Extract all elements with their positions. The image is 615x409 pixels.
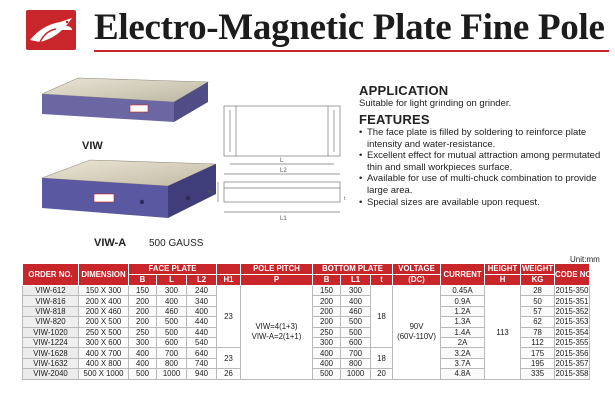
application-text: Suitable for light grinding on grinder. bbox=[359, 98, 512, 109]
cell-t: 20 bbox=[371, 369, 393, 379]
th-kg: KG bbox=[521, 275, 555, 286]
cell-dimension: 300 X 600 bbox=[79, 337, 129, 347]
cell-bottom-b: 300 bbox=[313, 337, 341, 347]
cell-current: 0.45A bbox=[441, 286, 485, 296]
feature-item: • Excellent effect for mutual attraction among permutated thin and small workpieces surface. bbox=[359, 150, 611, 173]
cell-weight: 78 bbox=[521, 327, 555, 337]
cell-l2: 240 bbox=[187, 286, 217, 296]
th-h1: H1 bbox=[217, 275, 241, 286]
cell-voltage bbox=[393, 286, 441, 380]
cell-dimension: 400 X 800 bbox=[79, 358, 129, 368]
cell-l: 800 bbox=[157, 358, 187, 368]
th-dimension: DIMENSION bbox=[79, 264, 129, 286]
cell-l2: 340 bbox=[187, 296, 217, 306]
features-heading: FEATURES bbox=[359, 112, 430, 127]
product-image-viw-a bbox=[38, 152, 218, 228]
cell-code: 2015-356 bbox=[555, 348, 589, 358]
cell-bottom-b: 150 bbox=[313, 286, 341, 296]
cell-order: VIW-1224 bbox=[23, 337, 79, 347]
table-header-row bbox=[23, 264, 590, 275]
th-h1-top bbox=[217, 264, 241, 275]
cell-weight: 175 bbox=[521, 348, 555, 358]
cell-b: 300 bbox=[129, 337, 157, 347]
cell-l: 500 bbox=[157, 327, 187, 337]
application-heading: APPLICATION bbox=[359, 83, 449, 98]
cell-weight: 62 bbox=[521, 317, 555, 327]
cell-code: 2015-352 bbox=[555, 306, 589, 316]
eagle-logo-icon bbox=[26, 10, 76, 50]
cell-order: VIW-820 bbox=[23, 317, 79, 327]
technical-drawing bbox=[206, 96, 356, 226]
cell-height: 113 bbox=[485, 286, 521, 380]
cell-bottom-b: 200 bbox=[313, 306, 341, 316]
table-row bbox=[23, 286, 590, 296]
cell-order: VIW-816 bbox=[23, 296, 79, 306]
cell-current: 3.2A bbox=[441, 348, 485, 358]
th-bottom-b: B bbox=[313, 275, 341, 286]
cell-l1: 1000 bbox=[341, 369, 371, 379]
cell-h1: 23 bbox=[217, 286, 241, 348]
cell-code: 2015-354 bbox=[555, 327, 589, 337]
cell-l1: 460 bbox=[341, 306, 371, 316]
voltage-value: 90V bbox=[409, 322, 424, 332]
cell-order: VIW-2040 bbox=[23, 369, 79, 379]
cell-l2: 640 bbox=[187, 348, 217, 358]
cell-t: 18 bbox=[371, 348, 393, 369]
cell-order: VIW-1020 bbox=[23, 327, 79, 337]
cell-code: 2015-350 bbox=[555, 286, 589, 296]
cell-bottom-b: 200 bbox=[313, 317, 341, 327]
cell-l2: 440 bbox=[187, 327, 217, 337]
th-t: t bbox=[371, 275, 393, 286]
cell-current: 1.4A bbox=[441, 327, 485, 337]
cell-order: VIW-818 bbox=[23, 306, 79, 316]
cell-l: 300 bbox=[157, 286, 187, 296]
header bbox=[6, 6, 606, 52]
dim-l: L bbox=[280, 158, 284, 164]
feature-item: • Special sizes are available upon request. bbox=[359, 197, 611, 209]
cell-bottom-b: 250 bbox=[313, 327, 341, 337]
cell-code: 2015-353 bbox=[555, 317, 589, 327]
cell-weight: 335 bbox=[521, 369, 555, 379]
brand-logo bbox=[26, 10, 76, 50]
page-title: Electro-Magnetic Plate Fine Pole bbox=[94, 7, 605, 48]
product-image-viw bbox=[38, 72, 210, 136]
cell-code: 2015-357 bbox=[555, 358, 589, 368]
cell-b: 250 bbox=[129, 327, 157, 337]
cell-dimension: 250 X 500 bbox=[79, 327, 129, 337]
gauss-note: 500 GAUSS bbox=[149, 238, 204, 249]
cell-dimension: 150 X 300 bbox=[79, 286, 129, 296]
th-current: CURRENT bbox=[441, 264, 485, 286]
spec-table bbox=[22, 263, 594, 380]
cell-bottom-b: 500 bbox=[313, 369, 341, 379]
voltage-range: (60V-110V) bbox=[397, 332, 436, 342]
product-label-viw-a: VIW-A bbox=[94, 237, 127, 249]
cell-l2: 440 bbox=[187, 317, 217, 327]
cell-l: 500 bbox=[157, 317, 187, 327]
cell-weight: 28 bbox=[521, 286, 555, 296]
th-height: HEIGHT bbox=[485, 264, 521, 275]
cell-l2: 740 bbox=[187, 358, 217, 368]
cell-weight: 112 bbox=[521, 337, 555, 347]
th-p: P bbox=[241, 275, 313, 286]
cell-dimension: 400 X 700 bbox=[79, 348, 129, 358]
pole-pitch-viw: VIW=4(1+3) bbox=[255, 322, 298, 332]
features-list bbox=[359, 127, 611, 208]
dim-t: t bbox=[344, 196, 346, 202]
cell-current: 3.7A bbox=[441, 358, 485, 368]
cell-l2: 940 bbox=[187, 369, 217, 379]
cell-l1: 800 bbox=[341, 358, 371, 368]
cell-current: 0.9A bbox=[441, 296, 485, 306]
cell-h1: 23 bbox=[217, 348, 241, 369]
cell-l1: 500 bbox=[341, 327, 371, 337]
th-l: L bbox=[157, 275, 187, 286]
cell-l: 700 bbox=[157, 348, 187, 358]
cell-order: VIW-612 bbox=[23, 286, 79, 296]
cell-order: VIW-1628 bbox=[23, 348, 79, 358]
th-voltage: VOLTAGE bbox=[393, 264, 441, 275]
cell-b: 200 bbox=[129, 306, 157, 316]
th-l1: L1 bbox=[341, 275, 371, 286]
cell-l1: 700 bbox=[341, 348, 371, 358]
cell-pole-pitch bbox=[241, 286, 313, 380]
cell-b: 150 bbox=[129, 286, 157, 296]
th-code-no: CODE NO. bbox=[555, 264, 590, 286]
cell-current: 1.2A bbox=[441, 306, 485, 316]
feature-item: • Available for use of multi-chuck combination to provide large area. bbox=[359, 173, 611, 196]
cell-bottom-b: 200 bbox=[313, 296, 341, 306]
cell-current: 4.8A bbox=[441, 369, 485, 379]
th-pole-pitch: POLE PITCH bbox=[241, 264, 313, 275]
cell-weight: 57 bbox=[521, 306, 555, 316]
cell-l2: 400 bbox=[187, 306, 217, 316]
cell-l1: 300 bbox=[341, 286, 371, 296]
th-face-plate: FACE PLATE bbox=[129, 264, 217, 275]
cell-order: VIW-1632 bbox=[23, 358, 79, 368]
cell-dimension: 500 X 1000 bbox=[79, 369, 129, 379]
th-l2: L2 bbox=[187, 275, 217, 286]
cell-code: 2015-358 bbox=[555, 369, 589, 379]
dim-l2: L2 bbox=[280, 168, 287, 174]
cell-b: 400 bbox=[129, 358, 157, 368]
cell-code: 2015-351 bbox=[555, 296, 589, 306]
th-weight: WEIGHT bbox=[521, 264, 554, 273]
dim-h1: H1 bbox=[208, 190, 215, 196]
cell-weight: 50 bbox=[521, 296, 555, 306]
cell-bottom-b: 400 bbox=[313, 358, 341, 368]
cell-l1: 500 bbox=[341, 317, 371, 327]
cell-dimension: 200 X 400 bbox=[79, 296, 129, 306]
unit-label: Unit:mm bbox=[570, 255, 600, 264]
cell-l: 460 bbox=[157, 306, 187, 316]
product-label-viw: VIW bbox=[82, 140, 103, 152]
th-bottom-plate: BOTTOM PLATE bbox=[313, 264, 393, 275]
th-dc: (DC) bbox=[393, 275, 441, 286]
cell-dimension: 200 X 500 bbox=[79, 317, 129, 327]
cell-b: 200 bbox=[129, 317, 157, 327]
cell-l2: 540 bbox=[187, 337, 217, 347]
cell-l: 1000 bbox=[157, 369, 187, 379]
dim-l1: L1 bbox=[280, 216, 287, 222]
cell-l1: 400 bbox=[341, 296, 371, 306]
cell-b: 400 bbox=[129, 348, 157, 358]
cell-current: 2A bbox=[441, 337, 485, 347]
feature-item: • The face plate is filled by soldering to reinforce plate intensity and water-resistance. bbox=[359, 127, 611, 150]
cell-weight: 195 bbox=[521, 358, 555, 368]
cell-h1: 26 bbox=[217, 369, 241, 379]
cell-b: 200 bbox=[129, 296, 157, 306]
cell-bottom-b: 400 bbox=[313, 348, 341, 358]
cell-b: 500 bbox=[129, 369, 157, 379]
th-order-no: ORDER NO. bbox=[23, 264, 79, 286]
title-rule bbox=[94, 50, 609, 52]
cell-code: 2015-355 bbox=[555, 338, 589, 348]
cell-l1: 600 bbox=[341, 337, 371, 347]
cell-l: 600 bbox=[157, 337, 187, 347]
cell-t: 18 bbox=[371, 286, 393, 348]
cell-current: 1.3A bbox=[441, 317, 485, 327]
cell-l: 400 bbox=[157, 296, 187, 306]
th-h: H bbox=[485, 275, 521, 286]
pole-pitch-viw-a: VIW-A=2(1+1) bbox=[251, 332, 302, 342]
th-b: B bbox=[129, 275, 157, 286]
cell-dimension: 200 X 460 bbox=[79, 306, 129, 316]
